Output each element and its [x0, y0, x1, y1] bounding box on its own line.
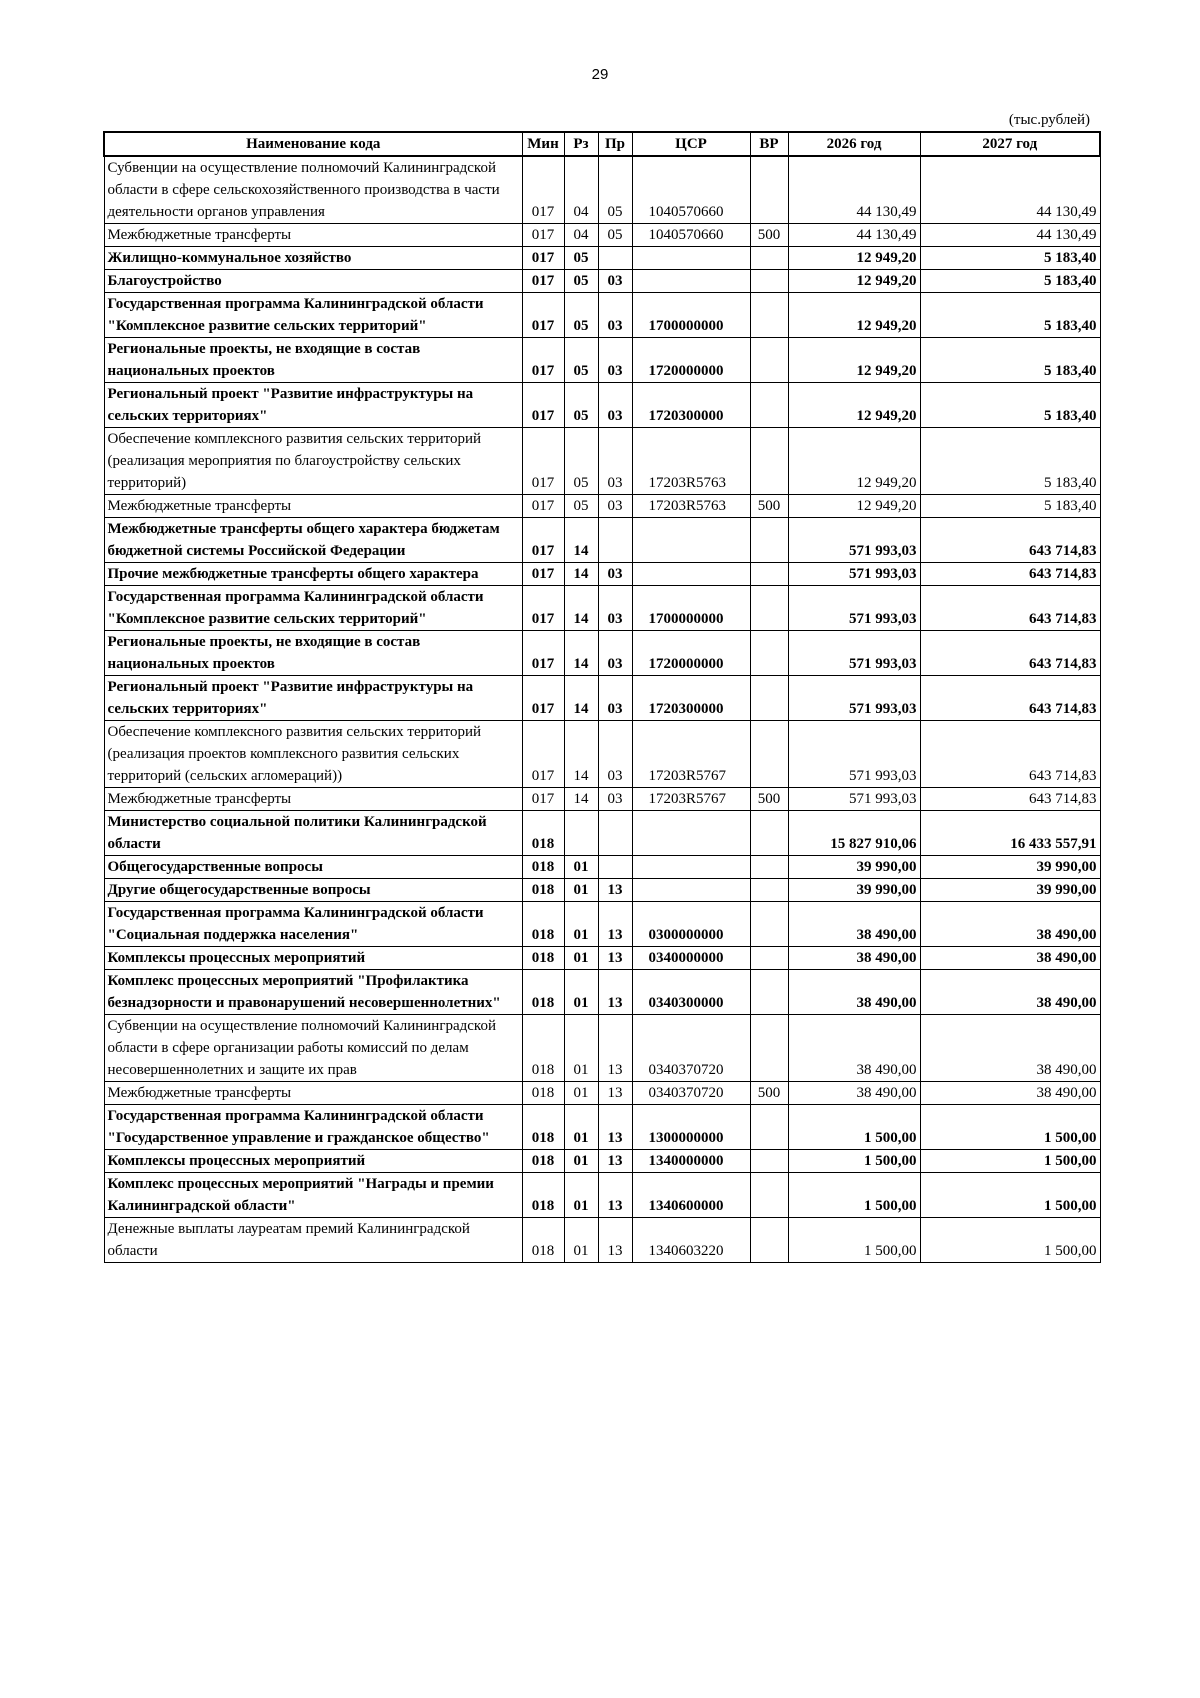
table-row	[104, 224, 1100, 247]
cell-name: Комплекс процессных мероприятий "Награды и премии Калининградской области"	[104, 1173, 522, 1218]
cell-csr	[632, 518, 750, 563]
cell-2026: 571 993,03	[788, 586, 920, 631]
cell-csr	[632, 270, 750, 293]
cell-vr	[750, 856, 788, 879]
cell-name: Государственная программа Калининградской области "Социальная поддержка населения"	[104, 902, 522, 947]
cell-2026: 44 130,49	[788, 156, 920, 224]
cell-min: 018	[522, 970, 564, 1015]
cell-csr: 17203R5763	[632, 495, 750, 518]
table-row	[104, 156, 1100, 224]
cell-csr: 17203R5767	[632, 788, 750, 811]
cell-2026: 1 500,00	[788, 1218, 920, 1263]
cell-name: Министерство социальной политики Калининградской области	[104, 811, 522, 856]
cell-rz: 05	[564, 247, 598, 270]
cell-rz: 01	[564, 1082, 598, 1105]
cell-min: 017	[522, 631, 564, 676]
header-csr: ЦСР	[632, 132, 750, 156]
cell-min: 017	[522, 224, 564, 247]
header-2027: 2027 год	[920, 132, 1100, 156]
cell-rz: 14	[564, 586, 598, 631]
cell-csr: 0340300000	[632, 970, 750, 1015]
cell-pr: 05	[598, 224, 632, 247]
cell-rz	[564, 811, 598, 856]
cell-2027: 1 500,00	[920, 1105, 1100, 1150]
cell-rz: 14	[564, 518, 598, 563]
table-row	[104, 811, 1100, 856]
cell-name: Жилищно-коммунальное хозяйство	[104, 247, 522, 270]
cell-2027: 1 500,00	[920, 1150, 1100, 1173]
cell-2027: 44 130,49	[920, 156, 1100, 224]
cell-pr: 13	[598, 1150, 632, 1173]
header-vr: ВР	[750, 132, 788, 156]
cell-2027: 643 714,83	[920, 788, 1100, 811]
cell-min: 017	[522, 788, 564, 811]
cell-name: Межбюджетные трансферты	[104, 788, 522, 811]
cell-vr	[750, 1015, 788, 1082]
cell-name: Обеспечение комплексного развития сельских территорий (реализация проектов комплексного развития сельских территорий (сельских агломераций))	[104, 721, 522, 788]
cell-csr: 1040570660	[632, 156, 750, 224]
cell-2027: 38 490,00	[920, 1082, 1100, 1105]
cell-vr	[750, 270, 788, 293]
cell-vr	[750, 947, 788, 970]
cell-2026: 12 949,20	[788, 383, 920, 428]
cell-2026: 571 993,03	[788, 518, 920, 563]
cell-2026: 12 949,20	[788, 247, 920, 270]
cell-pr: 03	[598, 383, 632, 428]
cell-2026: 38 490,00	[788, 970, 920, 1015]
cell-csr	[632, 247, 750, 270]
cell-pr	[598, 247, 632, 270]
table-row	[104, 563, 1100, 586]
cell-csr: 1300000000	[632, 1105, 750, 1150]
table-row	[104, 631, 1100, 676]
cell-csr: 17203R5767	[632, 721, 750, 788]
cell-2027: 5 183,40	[920, 428, 1100, 495]
cell-2026: 39 990,00	[788, 879, 920, 902]
header-pr: Пр	[598, 132, 632, 156]
cell-csr: 0300000000	[632, 902, 750, 947]
cell-2026: 12 949,20	[788, 270, 920, 293]
cell-pr: 13	[598, 1173, 632, 1218]
cell-2026: 38 490,00	[788, 902, 920, 947]
cell-rz: 01	[564, 1173, 598, 1218]
table-body	[104, 156, 1100, 1263]
cell-min: 017	[522, 721, 564, 788]
cell-vr	[750, 428, 788, 495]
table-row	[104, 856, 1100, 879]
cell-rz: 14	[564, 676, 598, 721]
cell-vr	[750, 1150, 788, 1173]
cell-2027: 1 500,00	[920, 1173, 1100, 1218]
cell-min: 017	[522, 428, 564, 495]
cell-rz: 01	[564, 1150, 598, 1173]
cell-2026: 571 993,03	[788, 631, 920, 676]
cell-pr: 13	[598, 1082, 632, 1105]
cell-csr	[632, 811, 750, 856]
table-row	[104, 428, 1100, 495]
cell-2026: 44 130,49	[788, 224, 920, 247]
cell-pr: 03	[598, 563, 632, 586]
cell-2026: 1 500,00	[788, 1105, 920, 1150]
cell-min: 017	[522, 247, 564, 270]
table-row	[104, 902, 1100, 947]
cell-csr: 0340370720	[632, 1082, 750, 1105]
cell-2027: 44 130,49	[920, 224, 1100, 247]
cell-pr: 13	[598, 1218, 632, 1263]
cell-pr: 13	[598, 902, 632, 947]
cell-pr: 13	[598, 879, 632, 902]
cell-name: Комплекс процессных мероприятий "Профилактика безнадзорности и правонарушений несовершеннолетних"	[104, 970, 522, 1015]
cell-2027: 16 433 557,91	[920, 811, 1100, 856]
cell-pr: 13	[598, 1105, 632, 1150]
cell-min: 017	[522, 383, 564, 428]
cell-2027: 38 490,00	[920, 970, 1100, 1015]
cell-min: 017	[522, 586, 564, 631]
budget-table	[103, 131, 1101, 1263]
cell-vr	[750, 879, 788, 902]
cell-min: 018	[522, 1105, 564, 1150]
cell-pr: 13	[598, 1015, 632, 1082]
cell-min: 018	[522, 1218, 564, 1263]
cell-rz: 05	[564, 338, 598, 383]
cell-2027: 5 183,40	[920, 247, 1100, 270]
cell-vr	[750, 338, 788, 383]
cell-min: 018	[522, 811, 564, 856]
header-min: Мин	[522, 132, 564, 156]
cell-csr: 0340370720	[632, 1015, 750, 1082]
cell-rz: 01	[564, 970, 598, 1015]
table-row	[104, 383, 1100, 428]
cell-2026: 12 949,20	[788, 495, 920, 518]
table-row	[104, 788, 1100, 811]
cell-name: Региональный проект "Развитие инфраструктуры на сельских территориях"	[104, 676, 522, 721]
cell-csr: 17203R5763	[632, 428, 750, 495]
cell-min: 018	[522, 1150, 564, 1173]
cell-csr	[632, 879, 750, 902]
table-row	[104, 1218, 1100, 1263]
cell-min: 017	[522, 495, 564, 518]
table-row	[104, 1173, 1100, 1218]
cell-min: 018	[522, 1015, 564, 1082]
cell-csr: 1340000000	[632, 1150, 750, 1173]
cell-2026: 571 993,03	[788, 721, 920, 788]
cell-min: 018	[522, 1082, 564, 1105]
cell-2026: 1 500,00	[788, 1173, 920, 1218]
header-name: Наименование кода	[104, 132, 522, 156]
cell-vr: 500	[750, 495, 788, 518]
cell-vr	[750, 811, 788, 856]
cell-vr: 500	[750, 224, 788, 247]
cell-pr: 03	[598, 270, 632, 293]
cell-2027: 643 714,83	[920, 586, 1100, 631]
cell-rz: 05	[564, 270, 598, 293]
table-row	[104, 947, 1100, 970]
cell-2027: 5 183,40	[920, 270, 1100, 293]
cell-vr	[750, 721, 788, 788]
cell-name: Межбюджетные трансферты общего характера бюджетам бюджетной системы Российской Федерации	[104, 518, 522, 563]
cell-rz: 14	[564, 563, 598, 586]
cell-2027: 643 714,83	[920, 563, 1100, 586]
cell-vr: 500	[750, 1082, 788, 1105]
cell-pr: 13	[598, 970, 632, 1015]
table-row	[104, 518, 1100, 563]
table-row	[104, 338, 1100, 383]
cell-2026: 12 949,20	[788, 293, 920, 338]
cell-2026: 39 990,00	[788, 856, 920, 879]
cell-vr: 500	[750, 788, 788, 811]
cell-rz: 01	[564, 1105, 598, 1150]
cell-csr: 1340603220	[632, 1218, 750, 1263]
cell-name: Другие общегосударственные вопросы	[104, 879, 522, 902]
cell-name: Региональные проекты, не входящие в состав национальных проектов	[104, 338, 522, 383]
cell-pr: 03	[598, 495, 632, 518]
cell-vr	[750, 518, 788, 563]
cell-min: 017	[522, 676, 564, 721]
page-number: 29	[591, 66, 609, 83]
cell-name: Межбюджетные трансферты	[104, 495, 522, 518]
cell-vr	[750, 563, 788, 586]
cell-pr	[598, 856, 632, 879]
table-row	[104, 1150, 1100, 1173]
cell-csr: 1700000000	[632, 293, 750, 338]
cell-name: Благоустройство	[104, 270, 522, 293]
cell-name: Денежные выплаты лауреатам премий Калининградской области	[104, 1218, 522, 1263]
cell-2026: 571 993,03	[788, 563, 920, 586]
table-row	[104, 676, 1100, 721]
cell-csr	[632, 856, 750, 879]
cell-2026: 571 993,03	[788, 788, 920, 811]
cell-2027: 38 490,00	[920, 1015, 1100, 1082]
cell-2026: 15 827 910,06	[788, 811, 920, 856]
cell-pr: 03	[598, 293, 632, 338]
cell-2027: 38 490,00	[920, 902, 1100, 947]
cell-min: 017	[522, 518, 564, 563]
cell-pr: 03	[598, 338, 632, 383]
cell-pr: 13	[598, 947, 632, 970]
cell-2026: 38 490,00	[788, 1015, 920, 1082]
cell-2027: 39 990,00	[920, 879, 1100, 902]
cell-min: 017	[522, 563, 564, 586]
cell-pr	[598, 518, 632, 563]
cell-name: Государственная программа Калининградской области "Комплексное развитие сельских территорий"	[104, 293, 522, 338]
cell-2026: 12 949,20	[788, 338, 920, 383]
cell-rz: 14	[564, 631, 598, 676]
cell-vr	[750, 586, 788, 631]
cell-pr: 03	[598, 586, 632, 631]
cell-2026: 571 993,03	[788, 676, 920, 721]
cell-csr: 0340000000	[632, 947, 750, 970]
cell-name: Государственная программа Калининградской области "Государственное управление и гражданское общество"	[104, 1105, 522, 1150]
cell-rz: 01	[564, 902, 598, 947]
cell-vr	[750, 383, 788, 428]
header-2026: 2026 год	[788, 132, 920, 156]
cell-name: Субвенции на осуществление полномочий Калининградской области в сфере сельскохозяйственного производства в части деятельности органов управления	[104, 156, 522, 224]
cell-2027: 5 183,40	[920, 383, 1100, 428]
cell-min: 018	[522, 902, 564, 947]
cell-2027: 5 183,40	[920, 338, 1100, 383]
cell-pr: 03	[598, 788, 632, 811]
table-row	[104, 293, 1100, 338]
cell-rz: 04	[564, 224, 598, 247]
cell-pr: 03	[598, 428, 632, 495]
cell-pr: 03	[598, 676, 632, 721]
cell-csr: 1720300000	[632, 676, 750, 721]
cell-min: 018	[522, 879, 564, 902]
cell-vr	[750, 902, 788, 947]
cell-name: Региональные проекты, не входящие в состав национальных проектов	[104, 631, 522, 676]
table-row	[104, 270, 1100, 293]
header-rz: Рз	[564, 132, 598, 156]
cell-csr: 1340600000	[632, 1173, 750, 1218]
cell-rz: 05	[564, 383, 598, 428]
cell-csr: 1720000000	[632, 338, 750, 383]
cell-rz: 01	[564, 947, 598, 970]
cell-min: 017	[522, 293, 564, 338]
cell-2027: 5 183,40	[920, 495, 1100, 518]
cell-rz: 14	[564, 721, 598, 788]
cell-rz: 05	[564, 293, 598, 338]
cell-rz: 01	[564, 1015, 598, 1082]
cell-csr: 1700000000	[632, 586, 750, 631]
cell-min: 017	[522, 156, 564, 224]
cell-csr	[632, 563, 750, 586]
table-row	[104, 1015, 1100, 1082]
table-row	[104, 1082, 1100, 1105]
cell-2026: 38 490,00	[788, 947, 920, 970]
table-row	[104, 1105, 1100, 1150]
cell-2027: 5 183,40	[920, 293, 1100, 338]
cell-rz: 05	[564, 428, 598, 495]
cell-2026: 1 500,00	[788, 1150, 920, 1173]
cell-2026: 12 949,20	[788, 428, 920, 495]
cell-rz: 14	[564, 788, 598, 811]
cell-csr: 1040570660	[632, 224, 750, 247]
cell-rz: 05	[564, 495, 598, 518]
table-row	[104, 879, 1100, 902]
cell-2027: 1 500,00	[920, 1218, 1100, 1263]
cell-min: 018	[522, 947, 564, 970]
cell-name: Межбюджетные трансферты	[104, 1082, 522, 1105]
cell-min: 017	[522, 338, 564, 383]
cell-vr	[750, 1173, 788, 1218]
cell-vr	[750, 970, 788, 1015]
cell-2027: 643 714,83	[920, 721, 1100, 788]
cell-min: 018	[522, 1173, 564, 1218]
cell-pr: 05	[598, 156, 632, 224]
cell-name: Субвенции на осуществление полномочий Калининградской области в сфере организации работы комиссий по делам несовершеннолетних и защите их прав	[104, 1015, 522, 1082]
table-row	[104, 586, 1100, 631]
cell-rz: 01	[564, 856, 598, 879]
table-header-row	[104, 132, 1100, 156]
cell-2026: 38 490,00	[788, 1082, 920, 1105]
cell-vr	[750, 631, 788, 676]
cell-vr	[750, 676, 788, 721]
cell-rz: 01	[564, 879, 598, 902]
cell-rz: 01	[564, 1218, 598, 1263]
cell-name: Обеспечение комплексного развития сельских территорий (реализация мероприятия по благоустройству сельских территорий)	[104, 428, 522, 495]
cell-csr: 1720300000	[632, 383, 750, 428]
cell-csr: 1720000000	[632, 631, 750, 676]
table-row	[104, 247, 1100, 270]
cell-pr: 03	[598, 631, 632, 676]
cell-vr	[750, 1218, 788, 1263]
cell-name: Комплексы процессных мероприятий	[104, 947, 522, 970]
cell-2027: 38 490,00	[920, 947, 1100, 970]
cell-vr	[750, 1105, 788, 1150]
unit-note: (тыс.рублей)	[1008, 112, 1090, 128]
cell-name: Региональный проект "Развитие инфраструктуры на сельских территориях"	[104, 383, 522, 428]
table-row	[104, 721, 1100, 788]
cell-pr	[598, 811, 632, 856]
table-row	[104, 970, 1100, 1015]
cell-name: Государственная программа Калининградской области "Комплексное развитие сельских территорий"	[104, 586, 522, 631]
cell-pr: 03	[598, 721, 632, 788]
cell-vr	[750, 247, 788, 270]
cell-vr	[750, 293, 788, 338]
cell-2027: 39 990,00	[920, 856, 1100, 879]
cell-name: Прочие межбюджетные трансферты общего характера	[104, 563, 522, 586]
cell-vr	[750, 156, 788, 224]
cell-rz: 04	[564, 156, 598, 224]
cell-min: 018	[522, 856, 564, 879]
cell-name: Межбюджетные трансферты	[104, 224, 522, 247]
cell-name: Общегосударственные вопросы	[104, 856, 522, 879]
cell-min: 017	[522, 270, 564, 293]
cell-name: Комплексы процессных мероприятий	[104, 1150, 522, 1173]
cell-2027: 643 714,83	[920, 631, 1100, 676]
table-row	[104, 495, 1100, 518]
cell-2027: 643 714,83	[920, 676, 1100, 721]
cell-2027: 643 714,83	[920, 518, 1100, 563]
